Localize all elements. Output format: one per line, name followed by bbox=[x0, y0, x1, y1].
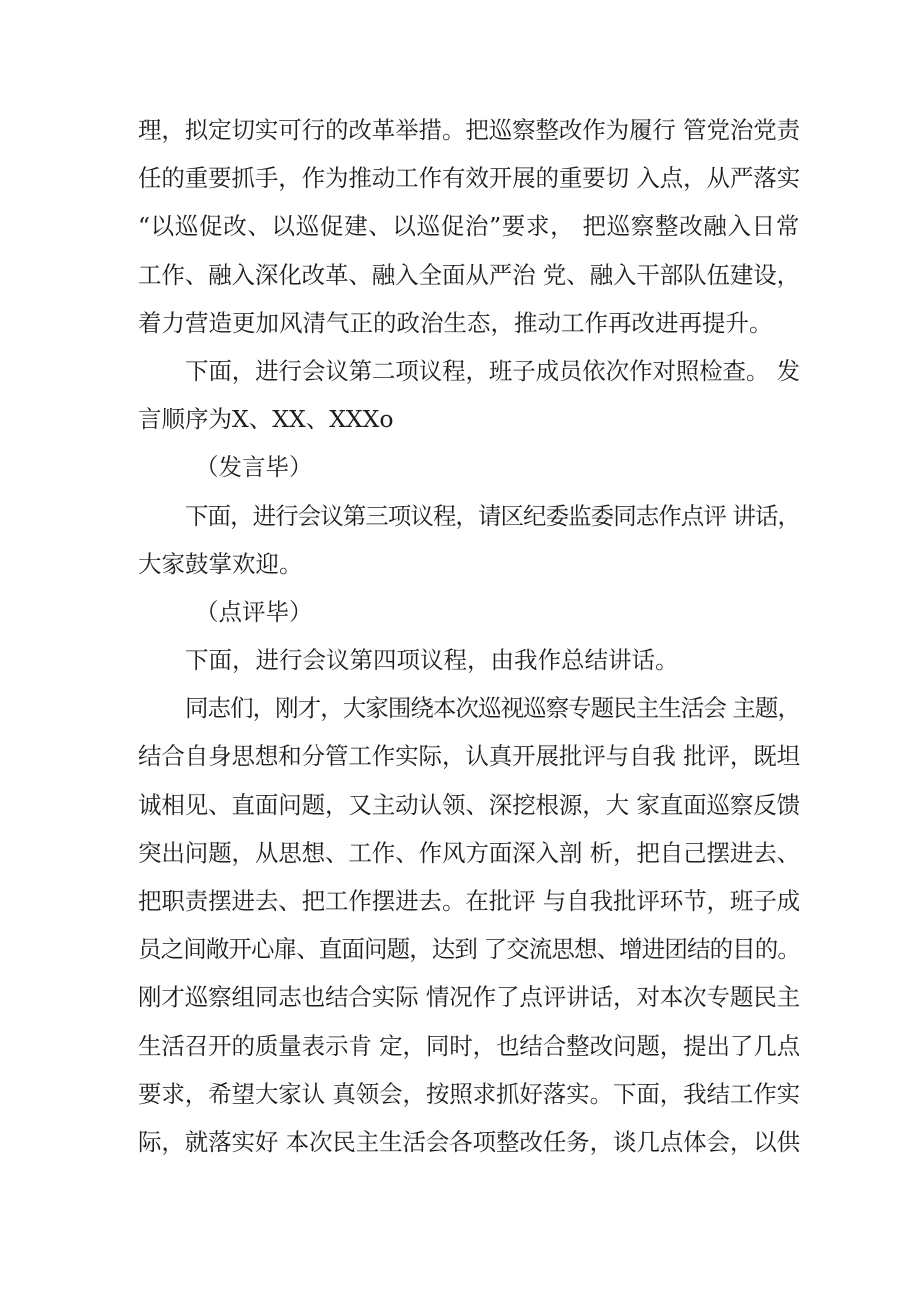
text-line: 大家鼓掌欢迎。 bbox=[138, 549, 303, 578]
text-line: 言顺序为X、XX、XXXo bbox=[138, 405, 394, 434]
text-line: 任的重要抓手，作为推动工作有效开展的重要切 入点，从严落实 bbox=[138, 164, 800, 193]
text-line: 把职责摆进去、把工作摆进去。在批评 与自我批评环节，班子成 bbox=[138, 887, 800, 915]
document-body bbox=[138, 106, 802, 1166]
text-line: 结合自身思想和分管工作实际，认真开展批评与自我 批评，既坦 bbox=[138, 742, 800, 771]
text-line: 要求，希望大家认 真领会，按照求抓好落实。下面，我结工作实 bbox=[138, 1079, 800, 1108]
text-line: 际，就落实好 本次民主生活会各项整改任务，谈几点体会，以供 bbox=[138, 1127, 800, 1156]
text-line: 突出问题，从思想、工作、作风方面深入剖 析，把自己摆进去、 bbox=[138, 838, 800, 867]
text-line: 刚才巡察组同志也结合实际 情况作了点评讲话，对本次专题民主 bbox=[138, 983, 800, 1012]
text-line: 着力营造更加风清气正的政治生态，推动工作再改进再提升。 bbox=[138, 308, 773, 337]
speech-end-note: （发言毕） bbox=[195, 453, 313, 482]
text-line: 生活召开的质量表示肯 定，同时，也结合整改问题，提出了几点 bbox=[138, 1031, 800, 1060]
text-line: 理，拟定切实可行的改革举措。把巡察整改作为履行 管党治党责 bbox=[138, 116, 800, 144]
comment-end-note: （点评毕） bbox=[195, 597, 313, 626]
text-line: 工作、融入深化改革、融入全面从严治 党、融入干部队伍建设， bbox=[138, 260, 800, 289]
text-line: 员之间敞开心扉、直面问题，达到 了交流思想、增进团结的目的。 bbox=[138, 935, 800, 964]
text-line: “以巡促改、以巡促建、以巡促治”要求， 把巡察整改融入日常 bbox=[138, 212, 800, 241]
text-line: 同志们，刚才，大家围绕本次巡视巡察专题民主生活会 主题， bbox=[185, 694, 800, 723]
text-line: 下面，进行会议第四项议程，由我作总结讲话。 bbox=[185, 646, 679, 675]
text-line: 下面，进行会议第二项议程，班子成员依次作对照检查。 发 bbox=[185, 356, 800, 385]
text-line: 下面，进行会议第三项议程，请区纪委监委同志作点评 讲话， bbox=[185, 501, 800, 530]
text-line: 诚相见、直面问题，又主动认领、深挖根源，大 家直面巡察反馈 bbox=[138, 790, 800, 819]
